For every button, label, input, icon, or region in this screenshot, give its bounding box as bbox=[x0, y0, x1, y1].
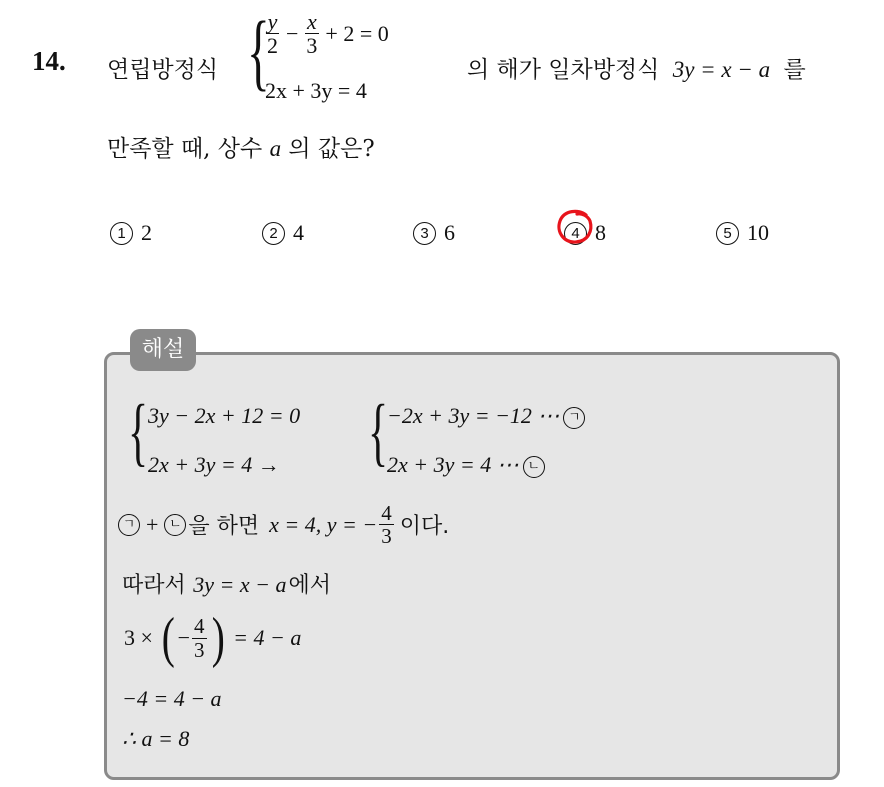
tag-nieun-icon: ㄴ bbox=[523, 456, 545, 478]
math-text: 3y = x − a bbox=[193, 572, 287, 597]
answer-circle-mark bbox=[555, 207, 595, 247]
fraction-denominator: 3 bbox=[306, 33, 318, 59]
solution-left-eq-1: 3y − 2x + 12 = 0 bbox=[148, 403, 301, 428]
fraction-y-over-2 bbox=[265, 10, 280, 57]
choice-value: 2 bbox=[141, 220, 152, 245]
equation-text: 2x + 3y = 4 ⋯ bbox=[387, 452, 519, 477]
choice-value: 4 bbox=[293, 220, 304, 245]
minus-sign: − bbox=[286, 20, 299, 46]
fraction-4-over-3 bbox=[192, 615, 207, 660]
choice-2[interactable] bbox=[262, 220, 304, 246]
solution-tab-label: 해설 bbox=[130, 329, 196, 371]
fraction-x-over-3 bbox=[304, 10, 319, 57]
korean-text: 이다. bbox=[399, 514, 450, 540]
tag-giyeok-icon: ㄱ bbox=[563, 407, 585, 429]
variable-a: a bbox=[269, 136, 282, 161]
equation-text: −2x + 3y = −12 ⋯ bbox=[387, 403, 560, 428]
korean-text: 에서 bbox=[288, 573, 332, 598]
tag-giyeok-icon: ㄱ bbox=[118, 514, 140, 536]
solution-line-3 bbox=[118, 502, 449, 547]
system-brace: { bbox=[247, 3, 270, 99]
choice-1[interactable] bbox=[110, 220, 152, 246]
solution-right-eq-1 bbox=[387, 403, 585, 429]
fraction-numerator: 4 bbox=[194, 614, 205, 639]
fraction-denominator: 2 bbox=[267, 33, 278, 59]
question-line-2 bbox=[107, 130, 375, 163]
choice-value: 6 bbox=[444, 220, 455, 245]
solution-left-brace: { bbox=[128, 390, 149, 474]
choice-marker: 5 bbox=[716, 222, 739, 245]
system-equation-1 bbox=[265, 10, 389, 57]
question-tail-text: 의 해가 일차방정식 bbox=[467, 57, 660, 83]
math-text: = 4 − a bbox=[233, 625, 302, 650]
fraction-denominator: 3 bbox=[381, 524, 392, 549]
math-text: 3 × bbox=[124, 625, 153, 650]
right-paren: ) bbox=[211, 607, 225, 669]
choice-value: 10 bbox=[747, 220, 769, 245]
question-tail-particle: 를 bbox=[783, 57, 806, 83]
linear-equation: 3y = x − a bbox=[672, 57, 771, 82]
question-tail bbox=[467, 51, 806, 84]
fraction-numerator: y bbox=[267, 9, 278, 34]
question-number: 14. bbox=[32, 46, 66, 76]
minus-sign: − bbox=[177, 625, 190, 650]
solution-right-brace: { bbox=[368, 390, 389, 474]
solution-line-6: −4 = 4 − a bbox=[122, 686, 222, 711]
choice-marker: 2 bbox=[262, 222, 285, 245]
korean-text: 따라서 bbox=[122, 573, 186, 598]
solution-left-eq-2: 2x + 3y = 4 → bbox=[148, 452, 280, 477]
question-line2-post: 의 값은? bbox=[288, 136, 375, 162]
fraction-numerator: x bbox=[307, 9, 317, 34]
solution-line-5 bbox=[124, 607, 302, 669]
system-equation-2: 2x + 3y = 4 bbox=[265, 78, 367, 103]
math-text: x = 4, y = − bbox=[269, 511, 378, 537]
choice-3[interactable] bbox=[413, 220, 455, 246]
plus-sign: + bbox=[146, 511, 159, 537]
solution-right-eq-2 bbox=[387, 452, 545, 478]
question-line2-pre: 만족할 때, 상수 bbox=[107, 136, 263, 162]
choice-value: 8 bbox=[595, 220, 606, 245]
solution-line-4 bbox=[122, 568, 331, 599]
equation-rest: + 2 = 0 bbox=[325, 20, 389, 46]
question-lead-text: 연립방정식 bbox=[107, 57, 219, 83]
tag-nieun-icon: ㄴ bbox=[164, 514, 186, 536]
solution-line-7: ∴ a = 8 bbox=[122, 726, 190, 751]
korean-text: 을 하면 bbox=[188, 514, 260, 540]
fraction-4-over-3 bbox=[379, 502, 394, 547]
choice-marker: 3 bbox=[413, 222, 436, 245]
fraction-numerator: 4 bbox=[381, 501, 392, 525]
fraction-denominator: 3 bbox=[194, 637, 205, 662]
choice-marker: 4 bbox=[564, 222, 587, 245]
choice-marker: 1 bbox=[110, 222, 133, 245]
left-paren: ( bbox=[161, 607, 175, 669]
choice-5[interactable] bbox=[716, 220, 769, 246]
